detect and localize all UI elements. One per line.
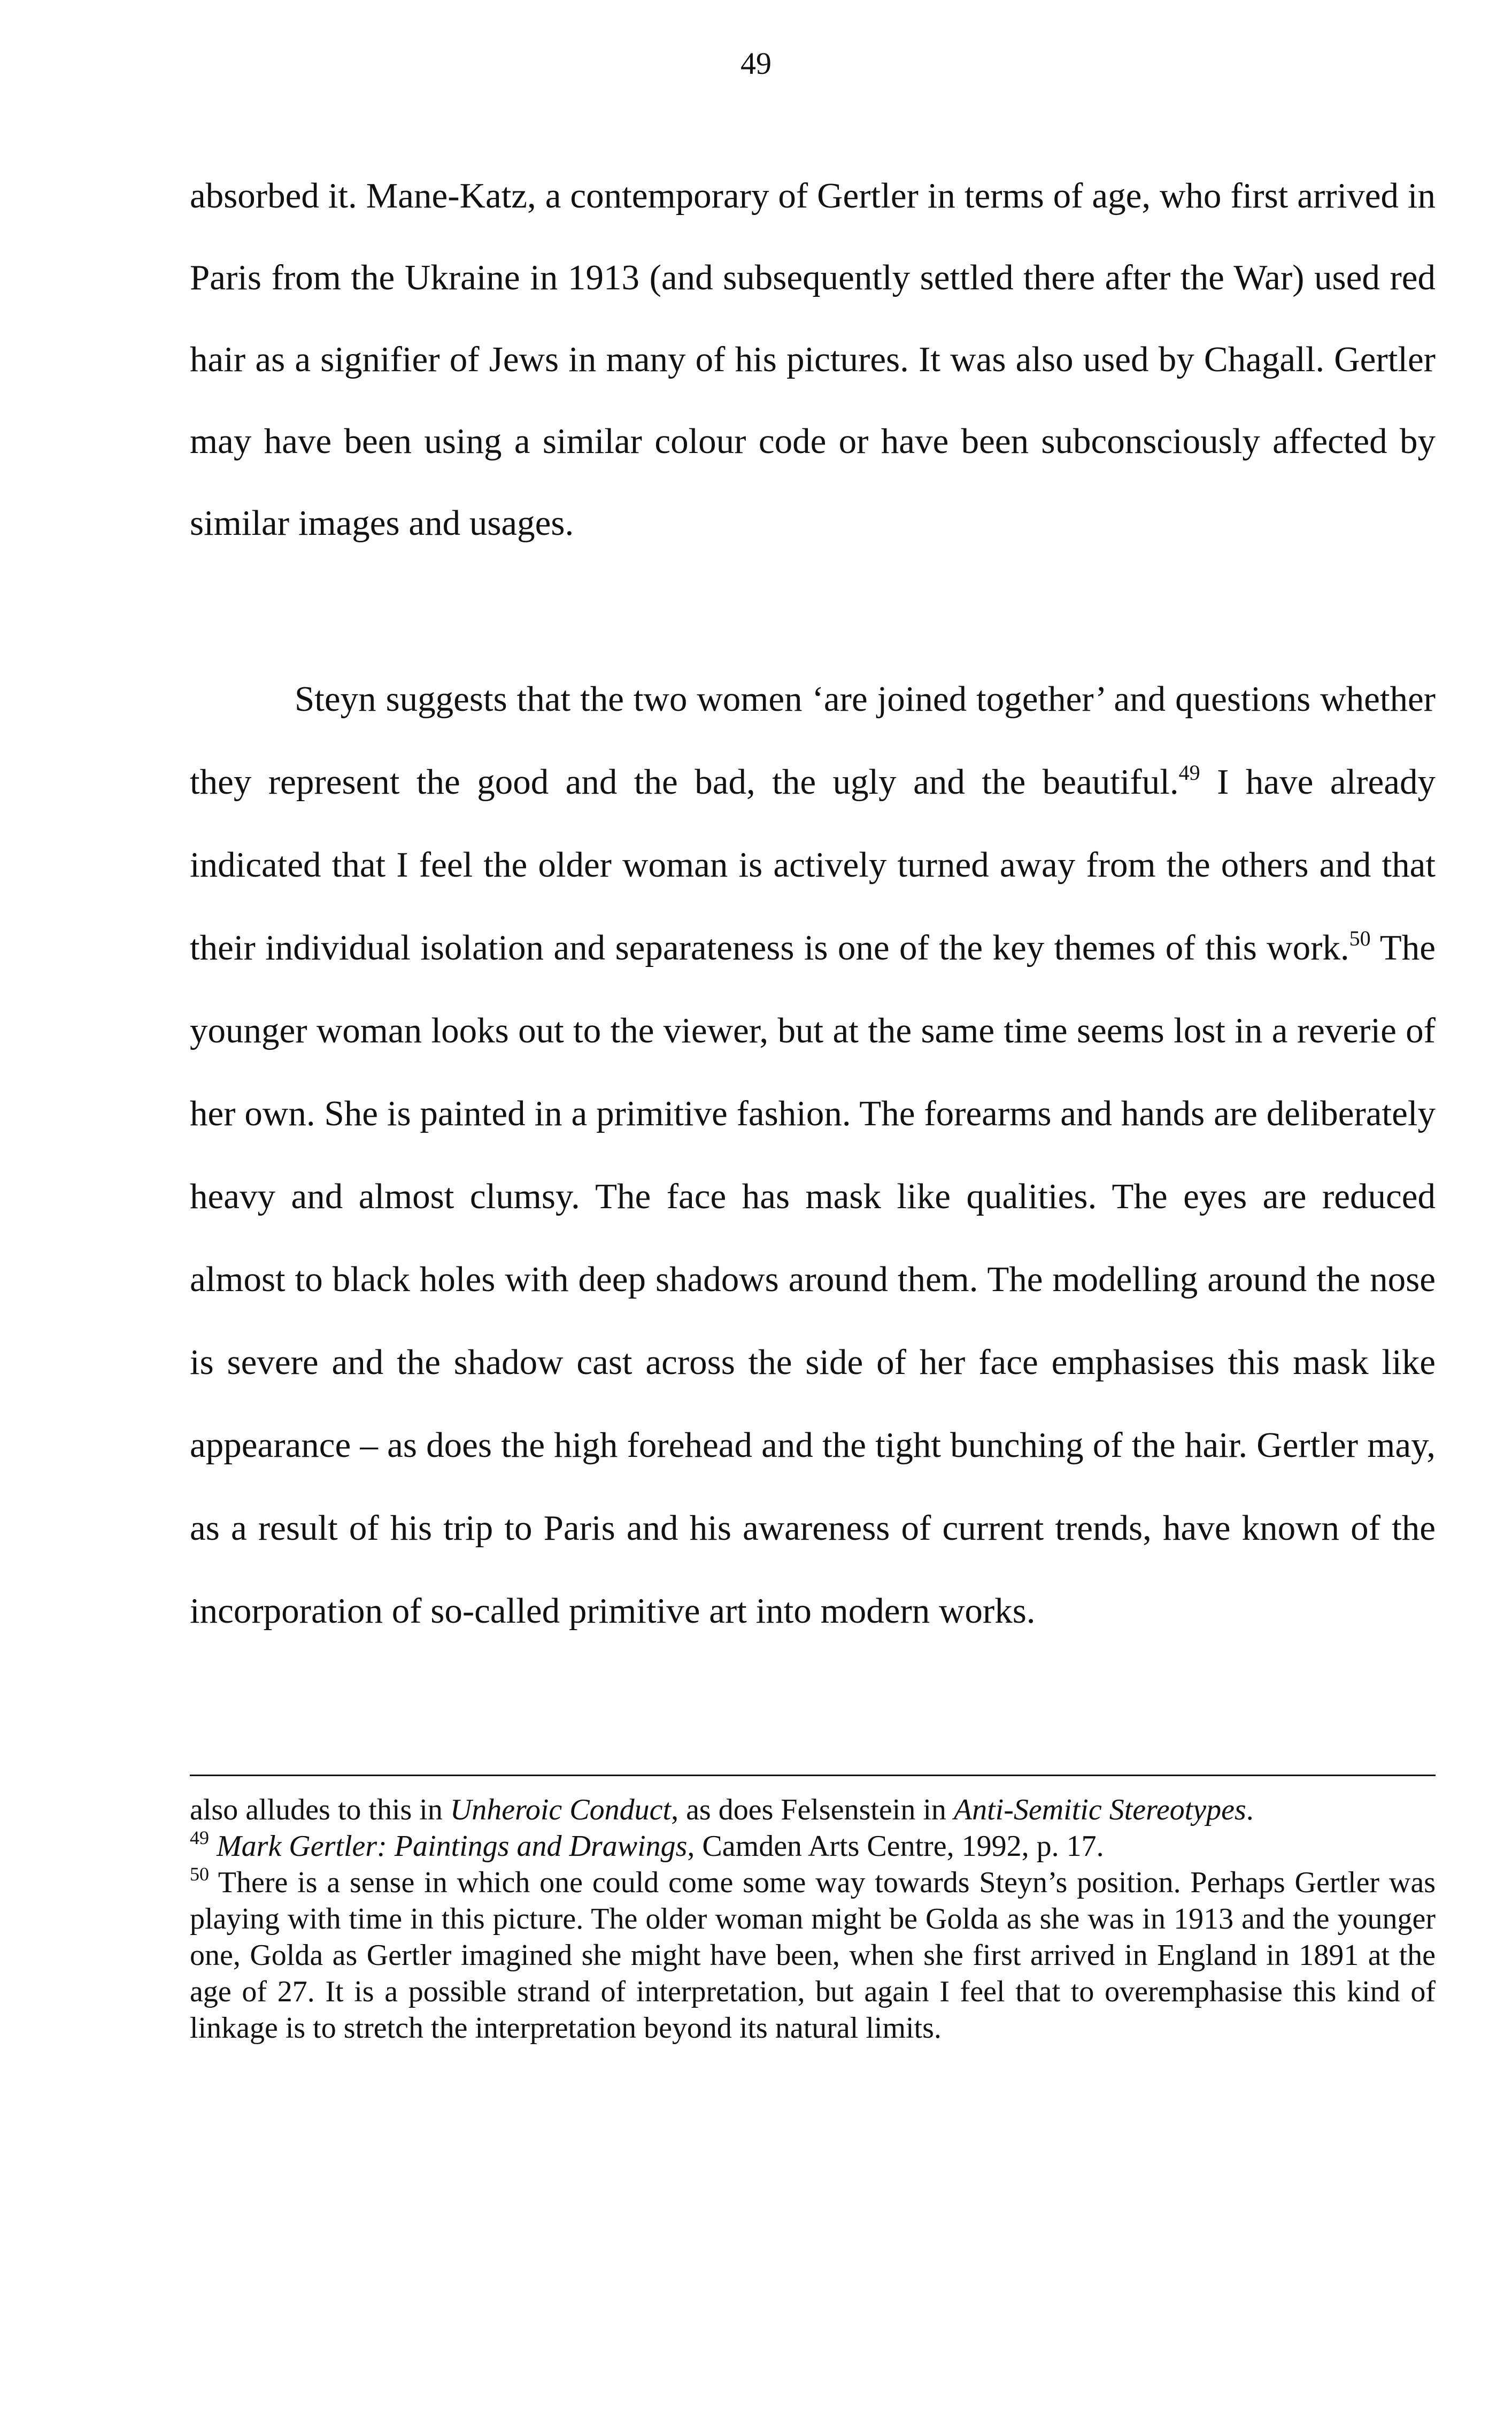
footnote-continued-text-b: , as does Felsenstein in	[671, 1793, 954, 1826]
footnote-50	[190, 1864, 1436, 2046]
footnote-divider	[190, 1775, 1436, 1776]
paragraph-2-part-a: Steyn suggests that the two women ‘are joined together’ and questions whether they represent the good and the bad, the ugly and the beautiful.	[190, 679, 1436, 802]
footnote-49-mark: 49	[190, 1827, 209, 1848]
paragraph-2-part-b: I have already indicated that I feel the older woman is actively turned away from the others and that their individual isolation and separateness is one of the key themes of this work.	[190, 762, 1436, 968]
footnote-50-text: There is a sense in which one could come some way towards Steyn’s position. Perhaps Gertler was playing with time in this picture. The older woman might be Golda as she was in 1913 and the younger one, Golda as Gertler imagined she might have been, when she first arrived in England in 1891 at the age of 27. It is a possible strand of interpretation, but again I feel that to overemphasise this kind of linkage is to stretch the interpretation beyond its natural limits.	[190, 1866, 1436, 2045]
footnote-49	[190, 1828, 1436, 1864]
footnote-50-mark: 50	[190, 1863, 209, 1885]
footnote-continued	[190, 1792, 1436, 1828]
body-paragraph-2	[190, 658, 1436, 1653]
paragraph-1-text: absorbed it. Mane-Katz, a contemporary of Gertler in terms of age, who first arrived in Paris from the Ukraine in 1913 (and subsequently settled there after the War) used red hair as a signifier of Jews in many of his pictures. It was also used by Chagall. Gertler may have been using a similar colour code or have been subconsciously affected by similar images and usages.	[190, 176, 1436, 543]
paragraph-2-part-c: The younger woman looks out to the viewer, but at the same time seems lost in a reverie of her own. She is painted in a primitive fashion. The forearms and hands are deliberately heavy and almost clumsy. The face has mask like qualities. The eyes are reduced almost to black holes with deep shadows around them. The modelling around the nose is severe and the shadow cast across the side of her face emphasises this mask like appearance – as does the high forehead and the tight bunching of the hair. Gertler may, as a result of his trip to Paris and his awareness of current trends, have known of the incorporation of so-called primitive art into modern works.	[190, 928, 1436, 1631]
footnote-continued-text-c: .	[1246, 1793, 1254, 1826]
footnote-ref-50: 50	[1349, 926, 1371, 950]
footnotes	[190, 1792, 1436, 2046]
footnote-continued-title-b: Anti-Semitic Stereotypes	[953, 1793, 1246, 1826]
page-number: 49	[740, 46, 772, 81]
paragraph-2-text	[190, 658, 1436, 1653]
footnote-continued-title-a: Unheroic Conduct	[450, 1793, 672, 1826]
footnote-49-title: Mark Gertler: Paintings and Drawings	[217, 1830, 688, 1863]
body-paragraph-1	[190, 155, 1436, 564]
footnote-continued-text-a: also alludes to this in	[190, 1793, 450, 1826]
footnote-ref-49: 49	[1178, 761, 1200, 785]
footnote-49-text: , Camden Arts Centre, 1992, p. 17.	[687, 1830, 1104, 1863]
